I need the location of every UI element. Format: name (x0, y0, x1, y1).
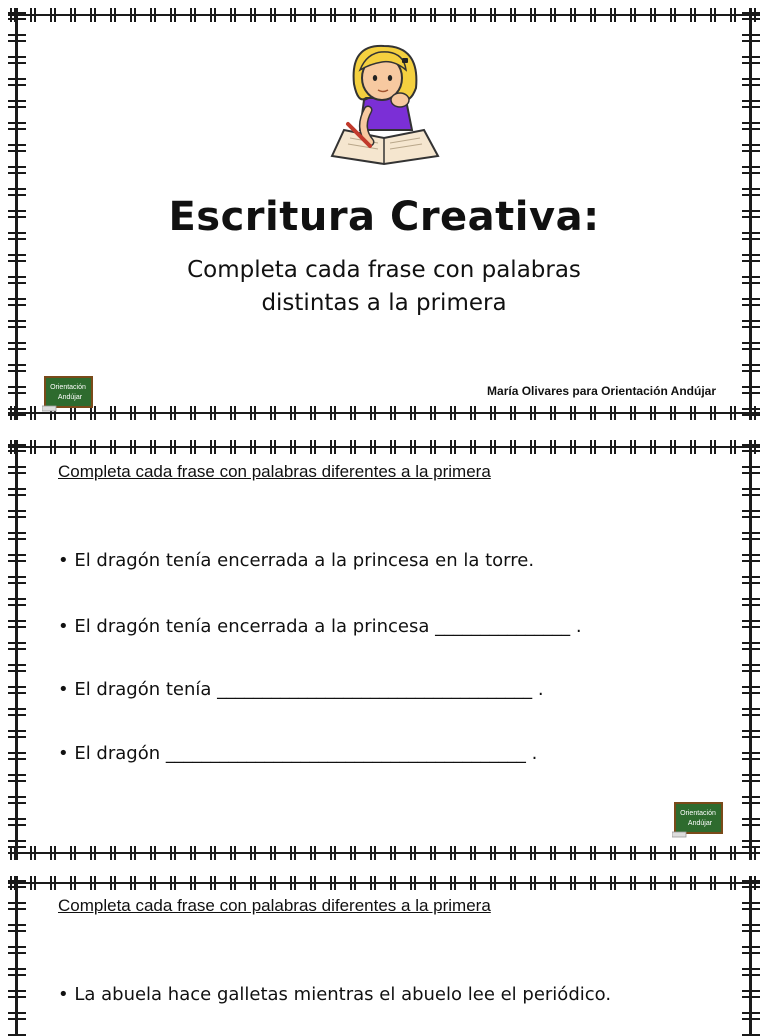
border-right (742, 440, 760, 860)
exercise-heading: Completa cada frase con palabras diferentes a la primera (58, 896, 491, 915)
subtitle-line-1: Completa cada frase con palabras (187, 257, 581, 283)
sentence-line: • La abuela hace galletas mientras el abuelo lee el periódico. (58, 984, 612, 1005)
logo-text-line-2: Andújar (687, 820, 713, 827)
logo-text-line-1: Orientación (50, 384, 86, 391)
border-left (8, 440, 26, 860)
border-right (742, 876, 760, 1036)
exercise-slide-1 (8, 440, 760, 860)
sentence-line: • El dragón ________________________________________ . (58, 743, 538, 764)
sentence-line: • El dragón tenía ___________________________________ . (58, 679, 544, 700)
border-left (8, 876, 26, 1036)
exercise-slide-2 (8, 876, 760, 1036)
border-top (8, 876, 760, 890)
border-bottom (8, 846, 760, 860)
subtitle-line-2: distintas a la primera (261, 290, 507, 316)
exercise-heading: Completa cada frase con palabras diferentes a la primera (58, 462, 491, 481)
logo-text-line-1: Orientación (680, 810, 716, 817)
orientacion-andujar-logo (672, 802, 720, 834)
sentence-line: • El dragón tenía encerrada a la princesa en la torre. (58, 550, 535, 571)
orientacion-andujar-logo (42, 376, 90, 408)
girl-writing-illustration (324, 38, 444, 168)
page-subtitle (8, 254, 760, 320)
border-top (8, 440, 760, 454)
sentence-line: • El dragón tenía encerrada a la princesa _______________ . (58, 616, 582, 637)
border-top (8, 8, 760, 22)
border-bottom (8, 406, 760, 420)
logo-text-line-2: Andújar (57, 394, 83, 401)
page-title: Escritura Creativa: (168, 194, 600, 240)
cover-slide (8, 8, 760, 420)
author-credit: María Olivares para Orientación Andújar (487, 384, 716, 398)
